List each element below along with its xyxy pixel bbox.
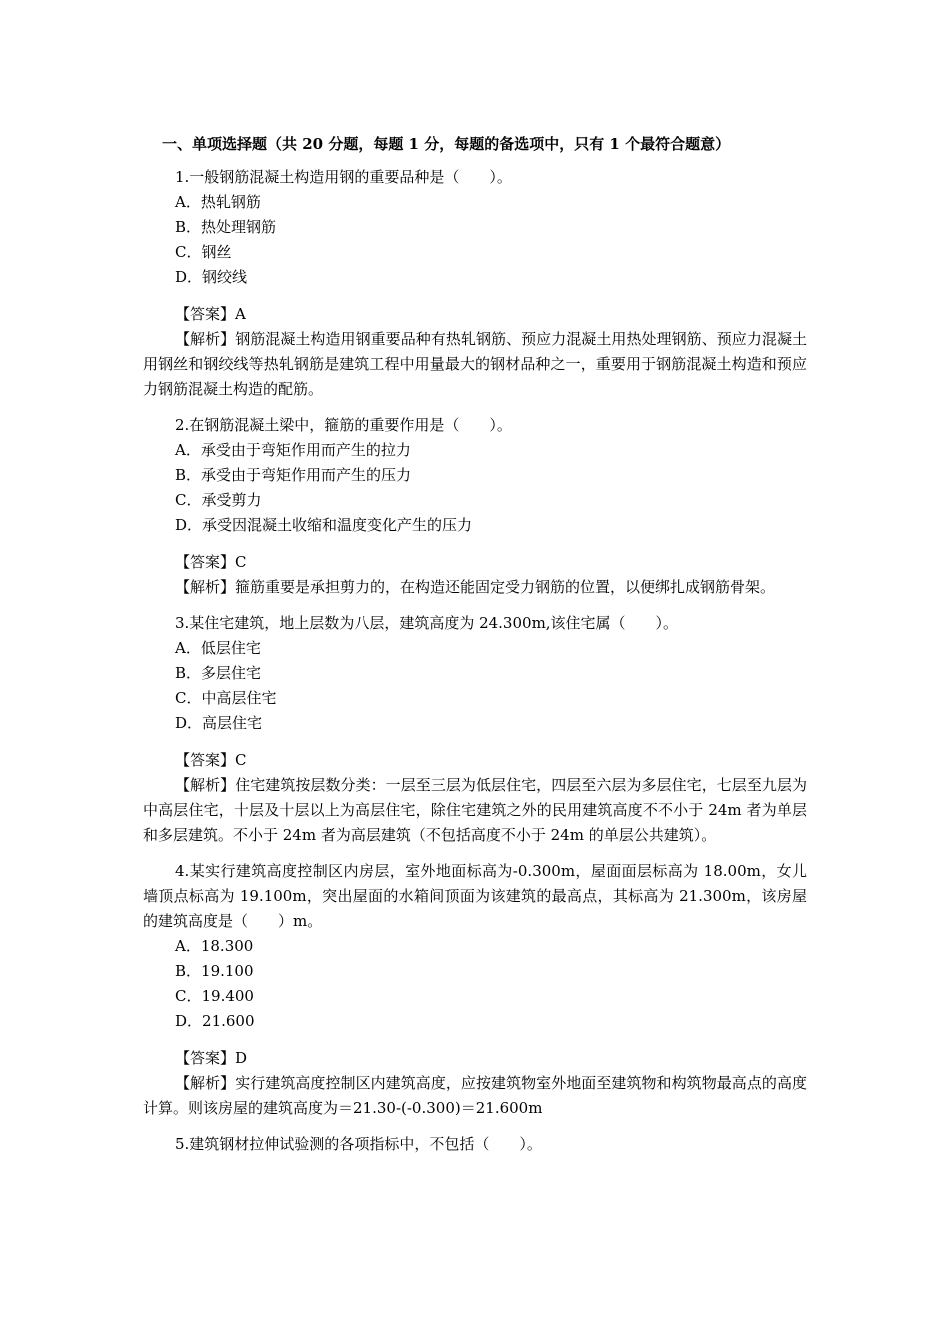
question-stem: 2.在钢筋混凝土梁中，箍筋的重要作用是（ ）。	[175, 416, 512, 434]
question-stem: 3.某住宅建筑，地上层数为八层，建筑高度为 24.300m,该住宅属（ ）。	[175, 614, 679, 632]
option-d: D．21.600	[175, 1012, 255, 1030]
question-2	[143, 413, 807, 600]
answer-block	[143, 1046, 807, 1121]
answer-label: 【答案】C	[175, 553, 247, 571]
question-stem: 1.一般钢筋混凝土构造用钢的重要品种是（ ）。	[175, 168, 512, 186]
question-stem: 4.某实行建筑高度控制区内房层，室外地面标高为-0.300m，屋面面层标高为 18.00m，女儿墙顶点标高为 19.100m，突出屋面的水箱间顶面为该建筑的最高点，其标高为 21.300m，该房屋的建筑高度是（ ）m。	[143, 862, 807, 930]
option-a: A．热轧钢筋	[175, 193, 261, 211]
option-list	[143, 190, 807, 290]
option-a: A．承受由于弯矩作用而产生的拉力	[175, 441, 411, 459]
analysis-text: 【解析】箍筋重要是承担剪力的，在构造还能固定受力钢筋的位置，以便绑扎成钢筋骨架。	[175, 578, 776, 596]
section-heading: 一、单项选择题（共 20 分题，每题 1 分，每题的备选项中，只有 1 个最符合题意）	[162, 135, 731, 153]
option-d: D．高层住宅	[175, 714, 263, 732]
option-b: B．热处理钢筋	[175, 218, 277, 236]
question-3	[143, 611, 807, 848]
option-d: D．承受因混凝土收缩和温度变化产生的压力	[175, 516, 473, 534]
answer-block	[143, 748, 807, 848]
answer-label: 【答案】A	[175, 305, 246, 323]
option-list	[143, 636, 807, 736]
option-list	[143, 438, 807, 538]
option-b: B．承受由于弯矩作用而产生的压力	[175, 466, 412, 484]
analysis-text: 【解析】住宅建筑按层数分类：一层至三层为低层住宅，四层至六层为多层住宅，七层至九层为中高层住宅，十层及十层以上为高层住宅，除住宅建筑之外的民用建筑高度不不小于 24m 者为单层和多层建筑。不小于 24m 者为高层建筑（不包括高度不小于 24m 的单层公共建筑）。	[143, 776, 807, 844]
option-c: C．承受剪力	[175, 491, 262, 509]
option-list	[143, 934, 807, 1034]
option-a: A．18.300	[175, 937, 254, 955]
answer-label: 【答案】C	[175, 751, 247, 769]
question-4	[143, 859, 807, 1121]
analysis-text: 【解析】钢筋混凝土构造用钢重要品种有热轧钢筋、预应力混凝土用热处理钢筋、预应力混凝土用钢丝和钢绞线等热轧钢筋是建筑工程中用量最大的钢材品种之一，重要用于钢筋混凝土构造和预应力钢筋混凝土构造的配筋。	[143, 330, 807, 398]
analysis-text: 【解析】实行建筑高度控制区内建筑高度，应按建筑物室外地面至建筑物和构筑物最高点的高度计算。则该房屋的建筑高度为＝21.30-(-0.300)＝21.600m	[143, 1074, 807, 1117]
option-d: D．钢绞线	[175, 268, 248, 286]
document-content	[143, 132, 807, 1168]
question-1	[143, 165, 807, 402]
answer-label: 【答案】D	[175, 1049, 248, 1067]
answer-block	[143, 550, 807, 600]
option-b: B．19.100	[175, 962, 254, 980]
option-c: C．钢丝	[175, 243, 232, 261]
answer-block	[143, 302, 807, 402]
option-c: C．中高层住宅	[175, 689, 277, 707]
question-5	[143, 1132, 807, 1157]
option-b: B．多层住宅	[175, 664, 262, 682]
option-a: A．低层住宅	[175, 639, 261, 657]
question-stem: 5.建筑钢材拉伸试验测的各项指标中，不包括（ ）。	[175, 1135, 542, 1153]
option-c: C．19.400	[175, 987, 254, 1005]
